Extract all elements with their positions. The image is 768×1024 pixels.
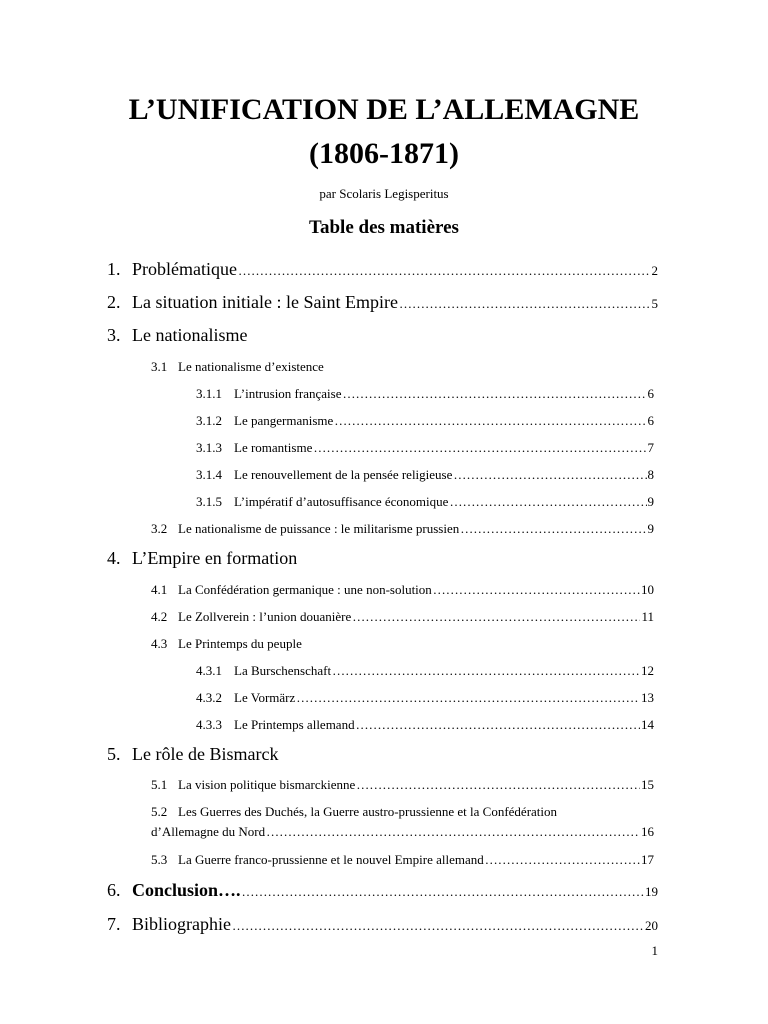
toc-entry-label: La vision politique bismarckienne bbox=[178, 777, 356, 792]
toc-entry-3-1-5[interactable] bbox=[196, 494, 654, 512]
toc-entry-number: 5.2 bbox=[151, 804, 168, 819]
toc-entry-number: 1. bbox=[107, 259, 121, 279]
toc-entry-3-1-1[interactable] bbox=[196, 386, 654, 404]
toc-entry-3-1-4[interactable] bbox=[196, 467, 654, 485]
toc-entry-label: Bibliographie bbox=[132, 914, 231, 934]
toc-entry-page: 13 bbox=[641, 690, 654, 705]
toc-leader-dots bbox=[332, 663, 640, 679]
toc-leader-dots bbox=[313, 440, 646, 456]
toc-entry-3-1-3[interactable] bbox=[196, 440, 654, 458]
toc-entry-number: 3.1.1 bbox=[196, 386, 222, 401]
toc-entry-label: Le pangermanisme bbox=[234, 413, 334, 428]
toc-entry-4-3-1[interactable] bbox=[196, 663, 654, 681]
toc-entry-number: 2. bbox=[107, 292, 121, 312]
toc-entry-page: 12 bbox=[641, 663, 654, 678]
toc-entry-page: 17 bbox=[641, 852, 654, 867]
toc-leader-dots bbox=[356, 717, 640, 733]
toc-entry-page: 6 bbox=[647, 386, 654, 401]
toc-entry-label: La Confédération germanique : une non-solution bbox=[178, 582, 432, 597]
toc-entry-page: 20 bbox=[645, 918, 658, 933]
toc-entry-page: 6 bbox=[647, 413, 654, 428]
toc-entry-number: 6. bbox=[107, 880, 121, 900]
toc-leader-dots bbox=[453, 467, 646, 483]
toc-entry-label: La Burschenschaft bbox=[234, 663, 332, 678]
author-line: par Scolaris Legisperitus bbox=[319, 186, 449, 201]
toc-entry-label: Le Vormärz bbox=[234, 690, 296, 705]
toc-entry-number: 7. bbox=[107, 914, 121, 934]
toc-entry-page: 2 bbox=[651, 263, 658, 278]
toc-entry-5[interactable] bbox=[107, 744, 658, 768]
toc-entry-page: 8 bbox=[647, 467, 654, 482]
toc-entry-number: 4.2 bbox=[151, 609, 168, 624]
toc-entry-page: 9 bbox=[647, 521, 654, 536]
toc-entry-number: 4.3.3 bbox=[196, 717, 222, 732]
toc-entry-label: L’Empire en formation bbox=[132, 548, 298, 568]
toc-entry-5-2[interactable] bbox=[151, 804, 654, 844]
toc-heading: Table des matières bbox=[309, 217, 459, 238]
toc-entry-number: 4.1 bbox=[151, 582, 168, 597]
toc-leader-dots bbox=[356, 777, 640, 793]
toc-entry-number: 4.3.2 bbox=[196, 690, 222, 705]
toc-entry-4[interactable] bbox=[107, 548, 658, 572]
toc-entry-1[interactable] bbox=[107, 259, 658, 283]
toc-entry-5-1[interactable] bbox=[151, 777, 654, 795]
toc-entry-label: Le nationalisme bbox=[132, 325, 248, 345]
toc-leader-dots bbox=[433, 582, 640, 598]
toc-entry-number: 4.3 bbox=[151, 636, 168, 651]
toc-entry-label: Le romantisme bbox=[234, 440, 313, 455]
toc-entry-7[interactable] bbox=[107, 914, 658, 938]
toc-leader-dots bbox=[334, 413, 646, 429]
toc-entry-number: 4. bbox=[107, 548, 121, 568]
toc-entry-4-2[interactable] bbox=[151, 609, 654, 627]
toc-entry-label: Problématique bbox=[132, 259, 237, 279]
toc-entry-label: L’impératif d’autosuffisance économique bbox=[234, 494, 449, 509]
toc-entry-5-3[interactable] bbox=[151, 852, 654, 870]
toc-entry-page: 11 bbox=[641, 609, 654, 624]
toc-entry-label: La situation initiale : le Saint Empire bbox=[132, 292, 398, 312]
toc-entry-label: Le nationalisme d’existence bbox=[178, 359, 324, 374]
toc-entry-number: 3.1.2 bbox=[196, 413, 222, 428]
toc-entry-number: 5. bbox=[107, 744, 121, 764]
toc-entry-page: 19 bbox=[645, 884, 658, 899]
toc-entry-number: 3.1.4 bbox=[196, 467, 222, 482]
document-title-dates: (1806-1871) bbox=[309, 137, 459, 170]
toc-entry-number: 5.1 bbox=[151, 777, 168, 792]
toc-entry-label: Le Printemps du peuple bbox=[178, 636, 302, 651]
toc-entry-4-3[interactable] bbox=[151, 636, 654, 654]
toc-entry-label: Le renouvellement de la pensée religieuse bbox=[234, 467, 453, 482]
toc-entry-label: Conclusion…. bbox=[132, 880, 241, 900]
toc-leader-dots bbox=[399, 296, 651, 312]
toc-leader-dots bbox=[242, 884, 644, 900]
toc-entry-number: 3.1.5 bbox=[196, 494, 222, 509]
toc-entry-3-2[interactable] bbox=[151, 521, 654, 539]
toc-entry-number: 4.3.1 bbox=[196, 663, 222, 678]
toc-entry-page: 15 bbox=[641, 777, 654, 792]
toc-entry-3-1-2[interactable] bbox=[196, 413, 654, 431]
toc-entry-number: 5.3 bbox=[151, 852, 168, 867]
document-title: L’UNIFICATION DE L’ALLEMAGNE bbox=[128, 93, 640, 126]
toc-leader-dots bbox=[449, 494, 646, 510]
toc-entry-4-3-2[interactable] bbox=[196, 690, 654, 708]
toc-entry-page: 9 bbox=[647, 494, 654, 509]
toc-entry-page: 5 bbox=[651, 296, 658, 311]
toc-entry-number: 3.1.3 bbox=[196, 440, 222, 455]
toc-entry-label: Le Zollverein : l’union douanière bbox=[178, 609, 352, 624]
toc-leader-dots bbox=[238, 263, 651, 279]
toc-entry-number: 3.2 bbox=[151, 521, 168, 536]
toc-entry-number: 3.1 bbox=[151, 359, 168, 374]
toc-entry-number: 3. bbox=[107, 325, 121, 345]
toc-entry-page: 10 bbox=[641, 582, 654, 597]
page-number: 1 bbox=[651, 943, 658, 958]
toc-entry-label: Le Printemps allemand bbox=[234, 717, 355, 732]
toc-entry-page: 16 bbox=[641, 824, 654, 839]
toc-leader-dots bbox=[266, 824, 640, 840]
toc-entry-6[interactable] bbox=[107, 880, 658, 904]
toc-entry-label: Le rôle de Bismarck bbox=[132, 744, 279, 764]
toc-leader-dots bbox=[232, 918, 644, 934]
toc-entry-label: Le nationalisme de puissance : le militarisme prussien bbox=[178, 521, 460, 536]
toc-leader-dots bbox=[296, 690, 640, 706]
toc-entry-page: 7 bbox=[647, 440, 654, 455]
toc-leader-dots bbox=[460, 521, 646, 537]
toc-entry-label: Les Guerres des Duchés, la Guerre austro-prussienne et la Confédération bbox=[178, 804, 558, 819]
toc-entry-page: 14 bbox=[641, 717, 654, 732]
toc-entry-label: L’intrusion française bbox=[234, 386, 342, 401]
toc-entry-4-3-3[interactable] bbox=[196, 717, 654, 735]
toc-leader-dots bbox=[485, 852, 640, 868]
toc-entry-label: La Guerre franco-prussienne et le nouvel Empire allemand bbox=[178, 852, 484, 867]
toc-leader-dots bbox=[352, 609, 640, 625]
toc-entry-2[interactable] bbox=[107, 292, 658, 316]
toc-entry-3-1[interactable] bbox=[151, 359, 654, 377]
toc-entry-4-1[interactable] bbox=[151, 582, 654, 600]
toc-entry-3[interactable] bbox=[107, 325, 658, 349]
toc-entry-label-continued: d’Allemagne du Nord bbox=[151, 824, 266, 839]
toc-leader-dots bbox=[342, 386, 646, 402]
